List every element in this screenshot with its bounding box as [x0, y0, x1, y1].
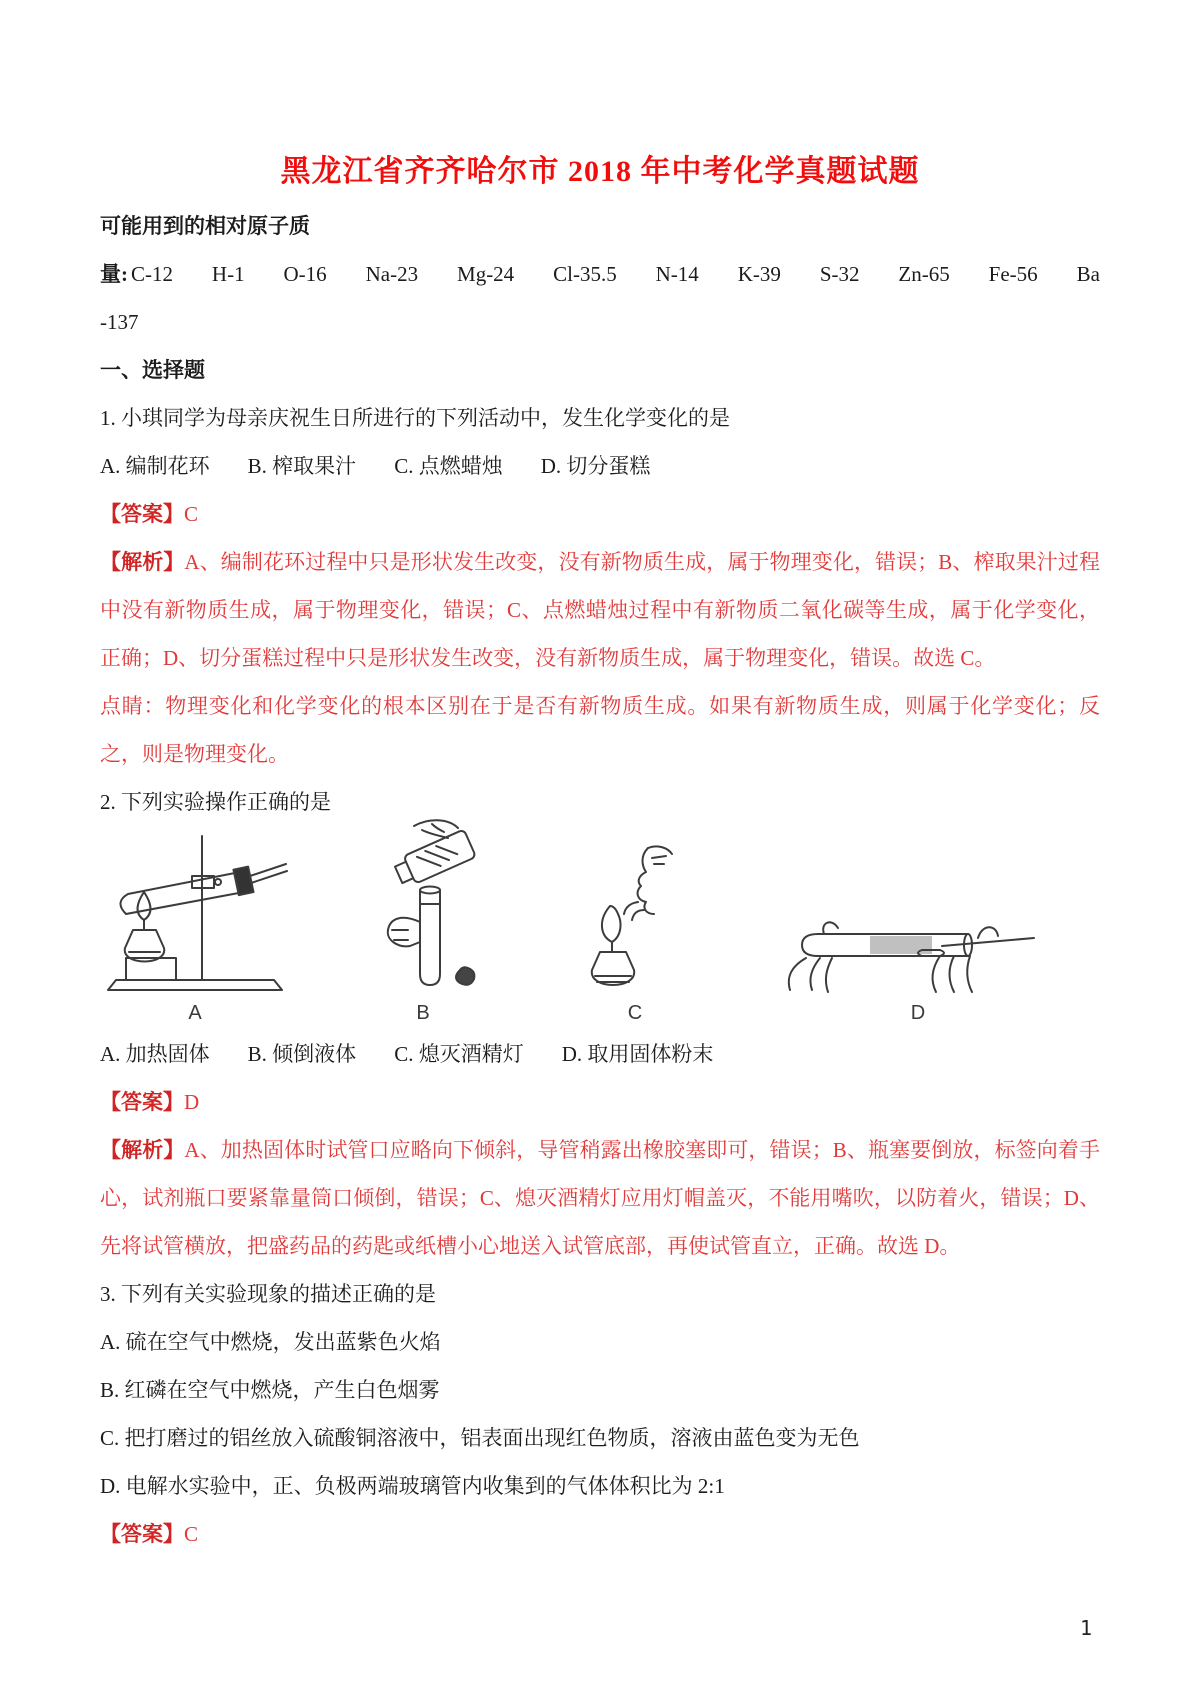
- q1-option: D. 切分蛋糕: [540, 454, 651, 478]
- q2-analysis-label: 【解析】: [100, 1138, 185, 1162]
- blowing-out-lamp-icon: [580, 840, 690, 996]
- taking-solid-powder-icon: [772, 910, 1064, 996]
- page-number: 1: [1079, 1616, 1092, 1640]
- q3-answer-label: 【答案】: [100, 1522, 184, 1546]
- q2-figure-strip: [100, 830, 1100, 1030]
- q2-options: [100, 1030, 1100, 1078]
- q1-tip: 点睛：物理变化和化学变化的根本区别在于是否有新物质生成。如果有新物质生成，则属于化学变化；反之，则是物理变化。: [100, 694, 1100, 766]
- figure-pouring-liquid: [348, 818, 498, 1030]
- figure-taking-powder: [772, 910, 1064, 1030]
- q1-analysis: [100, 538, 1100, 682]
- atomic-mass-item: N-14: [655, 262, 699, 286]
- q3-option: A. 硫在空气中燃烧，发出蓝紫色火焰: [100, 1330, 441, 1354]
- pouring-liquid-icon: [348, 818, 498, 996]
- q3-stem: 3. 下列有关实验现象的描述正确的是: [100, 1282, 436, 1306]
- atomic-mass-prefix: 量:: [100, 262, 128, 286]
- q1-option: A. 编制花环: [100, 454, 210, 478]
- atomic-mass-heading: 可能用到的相对原子质: [100, 214, 310, 238]
- q2-answer-value: D: [184, 1090, 200, 1114]
- q1-answer-label: 【答案】: [100, 502, 184, 526]
- q1-analysis-text: A、编制花环过程中只是形状发生改变，没有新物质生成，属于物理变化，错误；B、榨取果汁过程中没有新物质生成，属于物理变化，错误；C、点燃蜡烛过程中有新物质二氧化碳等生成，属于化学变化，正确；D、切分蛋糕过程中只是形状发生改变，没有新物质生成，属于物理变化，错误。故选 C。: [100, 550, 1100, 670]
- atomic-mass-row: [100, 250, 1100, 298]
- figure-label-b: B: [416, 1002, 430, 1024]
- q2-analysis-text: A、加热固体时试管口应略向下倾斜，导管稍露出橡胶塞即可，错误；B、瓶塞要倒放，标签向着手心，试剂瓶口要紧靠量筒口倾倒，错误；C、熄灭酒精灯应用灯帽盖灭，不能用嘴吹，以防着火，错误；D、先将试管横放，把盛药品的药匙或纸槽小心地送入试管底部，再使试管直立，正确。故选 D。: [100, 1138, 1100, 1258]
- q1-answer-value: C: [184, 502, 199, 526]
- q1-analysis-label: 【解析】: [100, 550, 185, 574]
- figure-label-c: C: [627, 1002, 643, 1024]
- atomic-mass-item: Cl-35.5: [553, 262, 617, 286]
- atomic-mass-overflow: -137: [100, 310, 139, 334]
- q1-answer-line: [100, 490, 1100, 538]
- atomic-mass-item: K-39: [737, 262, 781, 286]
- atomic-mass-list: [128, 250, 1100, 298]
- q3-answer-value: C: [184, 1522, 199, 1546]
- q2-option: A. 加热固体: [100, 1042, 210, 1066]
- atomic-mass-item: S-32: [819, 262, 860, 286]
- q1-option: C. 点燃蜡烛: [394, 454, 503, 478]
- q3-option: C. 把打磨过的铝丝放入硫酸铜溶液中，铝表面出现红色物质，溶液由蓝色变为无色: [100, 1426, 860, 1450]
- atomic-mass-item: Fe-56: [988, 262, 1038, 286]
- q2-option: C. 熄灭酒精灯: [394, 1042, 524, 1066]
- atomic-mass-item: Na-23: [365, 262, 419, 286]
- atomic-mass-item: Ba: [1076, 262, 1100, 286]
- q2-stem: 2. 下列实验操作正确的是: [100, 790, 331, 814]
- q1-stem: 1. 小琪同学为母亲庆祝生日所进行的下列活动中，发生化学变化的是: [100, 406, 730, 430]
- q1-options: [100, 442, 1100, 490]
- figure-blowing-lamp: [580, 840, 690, 1030]
- q1-option: B. 榨取果汁: [247, 454, 357, 478]
- q3-option: B. 红磷在空气中燃烧，产生白色烟雾: [100, 1378, 440, 1402]
- q2-analysis: [100, 1126, 1100, 1270]
- atomic-mass-item: C-12: [131, 262, 173, 286]
- figure-heating-solid: [100, 830, 290, 1030]
- figure-label-d: D: [910, 1002, 926, 1024]
- q3-option: D. 电解水实验中，正、负极两端玻璃管内收集到的气体体积比为 2:1: [100, 1474, 725, 1498]
- q2-option: B. 倾倒液体: [247, 1042, 357, 1066]
- q2-answer-label: 【答案】: [100, 1090, 184, 1114]
- q2-option: D. 取用固体粉末: [561, 1042, 714, 1066]
- q3-options: [100, 1318, 1100, 1510]
- atomic-mass-item: H-1: [211, 262, 245, 286]
- q3-answer-line: [100, 1510, 1100, 1558]
- atomic-mass-item: Mg-24: [457, 262, 515, 286]
- heating-solid-apparatus-icon: [100, 830, 290, 996]
- exam-title: 黑龙江省齐齐哈尔市 2018 年中考化学真题试题: [280, 155, 920, 188]
- q2-answer-line: [100, 1078, 1100, 1126]
- atomic-mass-item: Zn-65: [898, 262, 950, 286]
- section-heading: 一、选择题: [100, 358, 205, 382]
- atomic-mass-item: O-16: [283, 262, 327, 286]
- figure-label-a: A: [188, 1002, 202, 1024]
